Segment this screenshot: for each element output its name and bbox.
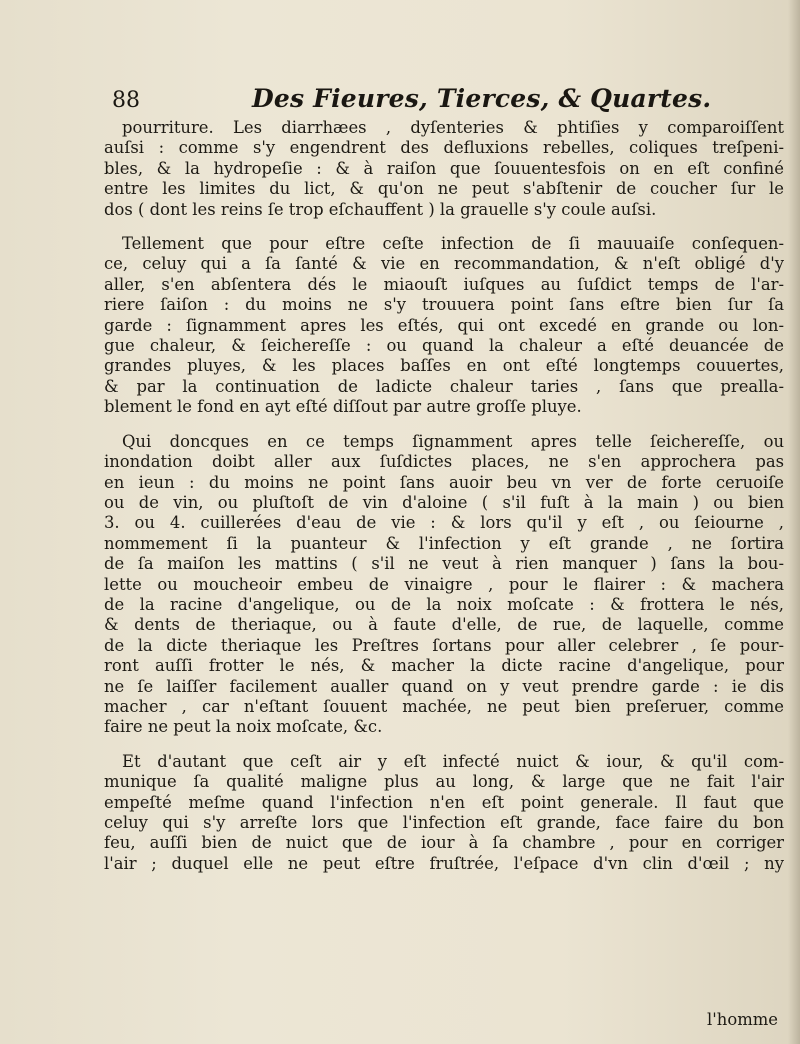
- text-line: en ieun : du moins ne point ſans auoir beu vn ver de forte ceruoiſe: [104, 472, 784, 492]
- text-line: ront auſſi frotter le nés, & macher la dicte racine d'angelique, pour: [104, 656, 784, 676]
- text-line: celuy qui s'y arreſte lors que l'infection eſt grande, face faire du bon: [104, 813, 784, 832]
- text-line: & dents de theriaque, ou à faute d'elle, de rue, de laquelle, comme: [104, 615, 784, 635]
- page-header: [112, 78, 732, 118]
- text-line: grandes pluyes, & les places baſſes en ont eſté longtemps couuertes,: [104, 356, 784, 376]
- text-line: empeſté meſme quand l'infection n'en eſt point generale. Il faut que: [104, 792, 784, 812]
- text-line: gue chaleur, & ſeichereſſe : ou quand la chaleur a eſté deuancée de: [104, 336, 784, 356]
- text-line: faire ne peut la noix moſcate, &c.: [104, 717, 383, 737]
- text-line: de la racine d'angelique, ou de la noix moſcate : & frottera le nés,: [104, 594, 784, 614]
- text-line: bles, & la hydropeſie : & à raiſon que ſouuentesfois on en eſt confiné: [104, 158, 784, 178]
- text-line: ne ſe laiſſer facilement aualler quand on y veut prendre garde : ie dis: [104, 676, 784, 696]
- text-line: ce, celuy qui a ſa ſanté & vie en recommandation, & n'eſt obligé d'y: [104, 254, 784, 274]
- text-line: l'air ; duquel elle ne peut eſtre fruſtrée, l'eſpace d'vn clin d'œil ; ny: [104, 853, 784, 873]
- paragraph: [104, 432, 784, 738]
- text-line: Tellement que pour eſtre ceſte infection de ſi mauuaiſe conſequen-: [122, 234, 784, 254]
- text-line: auſsi : comme s'y engendrent des defluxions rebelles, coliques treſpeni-: [104, 138, 784, 158]
- page-number: 88: [112, 88, 140, 113]
- catchword: l'homme: [707, 1010, 778, 1029]
- text-line: aller, s'en abſentera dés le miaouſt iuſques au ſuſdict temps de l'ar-: [104, 274, 784, 294]
- paragraph: [104, 234, 784, 418]
- text-line: dos ( dont les reins ſe trop eſchauffent ) la grauelle s'y coule auſsi.: [104, 199, 657, 219]
- text-line: ou de vin, ou pluſtoſt de vin d'aloine ( s'il fuſt à la main ) ou bien: [104, 492, 784, 512]
- text-line: blement le fond en ayt eſté diſſout par autre groſſe pluye.: [104, 397, 582, 417]
- text-line: nommement ſi la puanteur & l'infection y eſt grande , ne ſortira: [104, 533, 784, 553]
- page-edge-shadow: [788, 0, 800, 1044]
- text-line: macher , car n'eſtant ſouuent machée, ne peut bien preſeruer, comme: [104, 696, 784, 716]
- text-line: de ſa maiſon les mattins ( s'il ne veut à rien manquer ) ſans la bou-: [104, 554, 784, 574]
- text-line: feu, auſſi bien de nuict que de iour à ſa chambre , pour en corriger: [104, 833, 784, 853]
- running-title: Des Fieures, Tierces, & Quartes.: [252, 84, 712, 113]
- text-line: de la dicte theriaque les Preſtres ſortans pour aller celebrer , ſe pour-: [104, 635, 784, 655]
- text-line: pourriture. Les diarrhæes , dyſenteries & phtiſies y comparoiſſent: [122, 118, 784, 137]
- text-line: & par la continuation de ladicte chaleur taries , ſans que prealla-: [104, 376, 784, 396]
- paragraph: [104, 752, 784, 874]
- text-line: Et d'autant que ceſt air y eſt infecté nuict & iour, & qu'il com-: [122, 751, 784, 771]
- text-line: entre les limites du lict, & qu'on ne peut s'abſtenir de coucher ſur le: [104, 179, 784, 199]
- text-line: lette ou moucheoir embeu de vinaigre , pour le flairer : & machera: [104, 574, 784, 594]
- text-line: garde : ſignamment apres les eſtés, qui ont excedé en grande ou lon-: [104, 315, 784, 335]
- text-line: riere ſaiſon : du moins ne s'y trouuera point ſans eſtre bien ſur ſa: [104, 295, 784, 315]
- paragraph: [104, 118, 784, 220]
- body-text: [104, 118, 784, 874]
- text-line: 3. ou 4. cuillerées d'eau de vie : & lors qu'il y eſt , ou ſeiourne ,: [104, 513, 784, 533]
- text-line: Qui doncques en ce temps ſignamment apres telle ſeichereſſe, ou: [122, 431, 784, 451]
- text-line: munique ſa qualité maligne plus au long, & large que ne fait l'air: [104, 772, 784, 792]
- text-line: inondation doibt aller aux ſuſdictes places, ne s'en approchera pas: [104, 452, 784, 472]
